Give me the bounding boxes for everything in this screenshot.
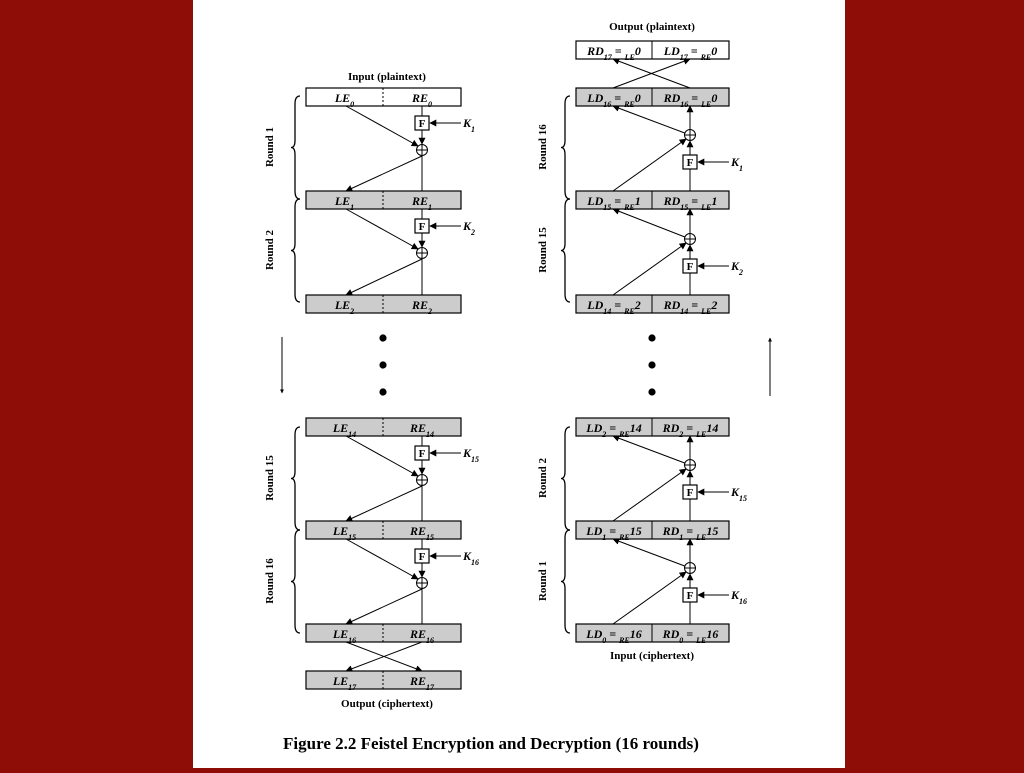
label-part: 16 (706, 627, 719, 641)
subscript: 2 (471, 227, 476, 237)
subscript: LE (696, 429, 707, 439)
label-part: K (463, 219, 472, 233)
subscript: 16 (603, 99, 612, 109)
label-part: RD (587, 44, 604, 58)
subscript: 14 (680, 306, 689, 316)
subscript: RE (624, 99, 635, 109)
label-part: RE (409, 674, 427, 688)
subscript: RE (624, 306, 635, 316)
label-part: = (688, 298, 702, 312)
label-part: RE (411, 91, 429, 105)
encryption-output-label: Output (ciphertext) (341, 698, 433, 710)
ellipsis-dot (379, 361, 386, 368)
label-part: 2 (711, 298, 718, 312)
label-part: LE (332, 524, 349, 538)
label-part: LE (332, 674, 349, 688)
label-part: LD (663, 44, 680, 58)
subscript: 17 (348, 682, 357, 692)
subscript: LE (701, 306, 712, 316)
label-part: = (688, 194, 702, 208)
ellipsis-dot (379, 334, 386, 341)
subscript: 15 (471, 454, 480, 464)
label-part: LD (586, 421, 603, 435)
subscript: 1 (471, 124, 476, 134)
subscript: 16 (471, 557, 480, 567)
label-part: K (731, 485, 740, 499)
label-part: LE (332, 421, 349, 435)
subscript: LE (701, 99, 712, 109)
label-part: RE (411, 194, 429, 208)
subscript: RE (619, 635, 630, 645)
subscript: 2 (350, 306, 355, 316)
label-part: LD (587, 298, 604, 312)
label-part: LD (587, 194, 604, 208)
round-label: Round 16 (537, 124, 549, 170)
subscript: 1 (428, 202, 433, 212)
f-function-label: F (686, 487, 694, 499)
label-part: K (463, 116, 472, 130)
label-part: 0 (711, 91, 718, 105)
round-label: Round 2 (537, 457, 549, 499)
subscript: LE (701, 202, 712, 212)
label-part: LD (586, 627, 603, 641)
decryption-output-label: Output (plaintext) (609, 21, 695, 33)
subscript: 17 (679, 52, 688, 62)
subscript: RE (619, 429, 630, 439)
subscript: 0 (350, 99, 355, 109)
subscript: LE (696, 532, 707, 542)
subscript: 16 (348, 635, 357, 645)
label-part: 0 (634, 91, 641, 105)
label-part: = (606, 421, 620, 435)
f-function-label: F (418, 118, 426, 130)
white-page (193, 0, 845, 768)
f-function-label: F (418, 551, 426, 563)
f-function-label: F (686, 261, 694, 273)
label-part: = (688, 91, 702, 105)
subscript: 14 (348, 429, 357, 439)
label-part: = (606, 524, 620, 538)
round-label: Round 1 (537, 560, 549, 602)
encryption-input-label: Input (plaintext) (348, 71, 426, 83)
label-part: LE (334, 298, 351, 312)
subscript: 0 (679, 635, 684, 645)
label-part: K (731, 259, 740, 273)
label-part: 1 (711, 194, 718, 208)
label-part: RD (663, 298, 681, 312)
subscript: 17 (426, 682, 435, 692)
label-part: RE (411, 298, 429, 312)
label-part: LD (586, 524, 603, 538)
round-label: Round 15 (537, 227, 549, 273)
label-part: = (683, 627, 697, 641)
subscript: 1 (739, 163, 744, 173)
label-part: LE (334, 194, 351, 208)
label-part: LD (587, 91, 604, 105)
label-part: 1 (634, 194, 641, 208)
round-label: Round 15 (264, 455, 276, 501)
label-part: 14 (706, 421, 719, 435)
subscript: 1 (602, 532, 607, 542)
f-function-label: F (418, 221, 426, 233)
subscript: 15 (426, 532, 435, 542)
label-part: 16 (629, 627, 642, 641)
label-part: K (731, 155, 740, 169)
subscript: LE (624, 52, 635, 62)
label-part: 0 (711, 44, 718, 58)
subscript: 15 (603, 202, 612, 212)
subscript: 0 (602, 635, 607, 645)
label-part: = (611, 298, 625, 312)
subscript: 2 (679, 429, 684, 439)
label-part: 14 (629, 421, 642, 435)
subscript: RE (619, 532, 630, 542)
label-part: = (611, 44, 625, 58)
label-part: K (463, 549, 472, 563)
label-part: = (611, 91, 625, 105)
subscript: RE (624, 202, 635, 212)
label-part: = (606, 627, 620, 641)
round-label: Round 1 (264, 126, 276, 168)
subscript: 2 (739, 267, 744, 277)
label-part: RE (409, 421, 427, 435)
decryption-input-label: Input (ciphertext) (609, 650, 695, 662)
figure-caption: Figure 2.2 Feistel Encryption and Decryption (16 rounds) (283, 734, 699, 753)
ellipsis-dot (648, 388, 655, 395)
label-part: 0 (634, 44, 641, 58)
label-part: RE (409, 524, 427, 538)
f-function-label: F (418, 448, 426, 460)
subscript: 0 (428, 99, 433, 109)
subscript: 14 (603, 306, 612, 316)
subscript: RE (700, 52, 712, 62)
subscript: 2 (602, 429, 607, 439)
label-part: 2 (634, 298, 641, 312)
label-part: RD (662, 421, 680, 435)
subscript: 14 (426, 429, 435, 439)
label-part: K (731, 588, 740, 602)
f-function-label: F (686, 590, 694, 602)
subscript: 16 (680, 99, 689, 109)
subscript: 1 (350, 202, 355, 212)
label-part: = (683, 421, 697, 435)
label-part: = (611, 194, 625, 208)
label-part: 15 (629, 524, 642, 538)
subscript: 1 (679, 532, 684, 542)
label-part: LE (334, 91, 351, 105)
label-part: RD (663, 194, 681, 208)
label-part: LE (332, 627, 349, 641)
subscript: LE (696, 635, 707, 645)
subscript: 15 (739, 493, 748, 503)
label-part: = (687, 44, 701, 58)
f-function-label: F (686, 157, 694, 169)
subscript: 16 (739, 596, 748, 606)
subscript: 17 (603, 52, 612, 62)
subscript: 16 (426, 635, 435, 645)
subscript: 2 (428, 306, 433, 316)
label-part: RE (409, 627, 427, 641)
label-part: K (463, 446, 472, 460)
label-part: RD (662, 627, 680, 641)
label-part: 15 (706, 524, 719, 538)
ellipsis-dot (379, 388, 386, 395)
subscript: 15 (680, 202, 689, 212)
round-label: Round 2 (264, 229, 276, 271)
ellipsis-dot (648, 334, 655, 341)
label-part: = (683, 524, 697, 538)
subscript: 15 (348, 532, 357, 542)
round-label: Round 16 (264, 558, 276, 604)
ellipsis-dot (648, 361, 655, 368)
label-part: RD (662, 524, 680, 538)
label-part: RD (663, 91, 681, 105)
